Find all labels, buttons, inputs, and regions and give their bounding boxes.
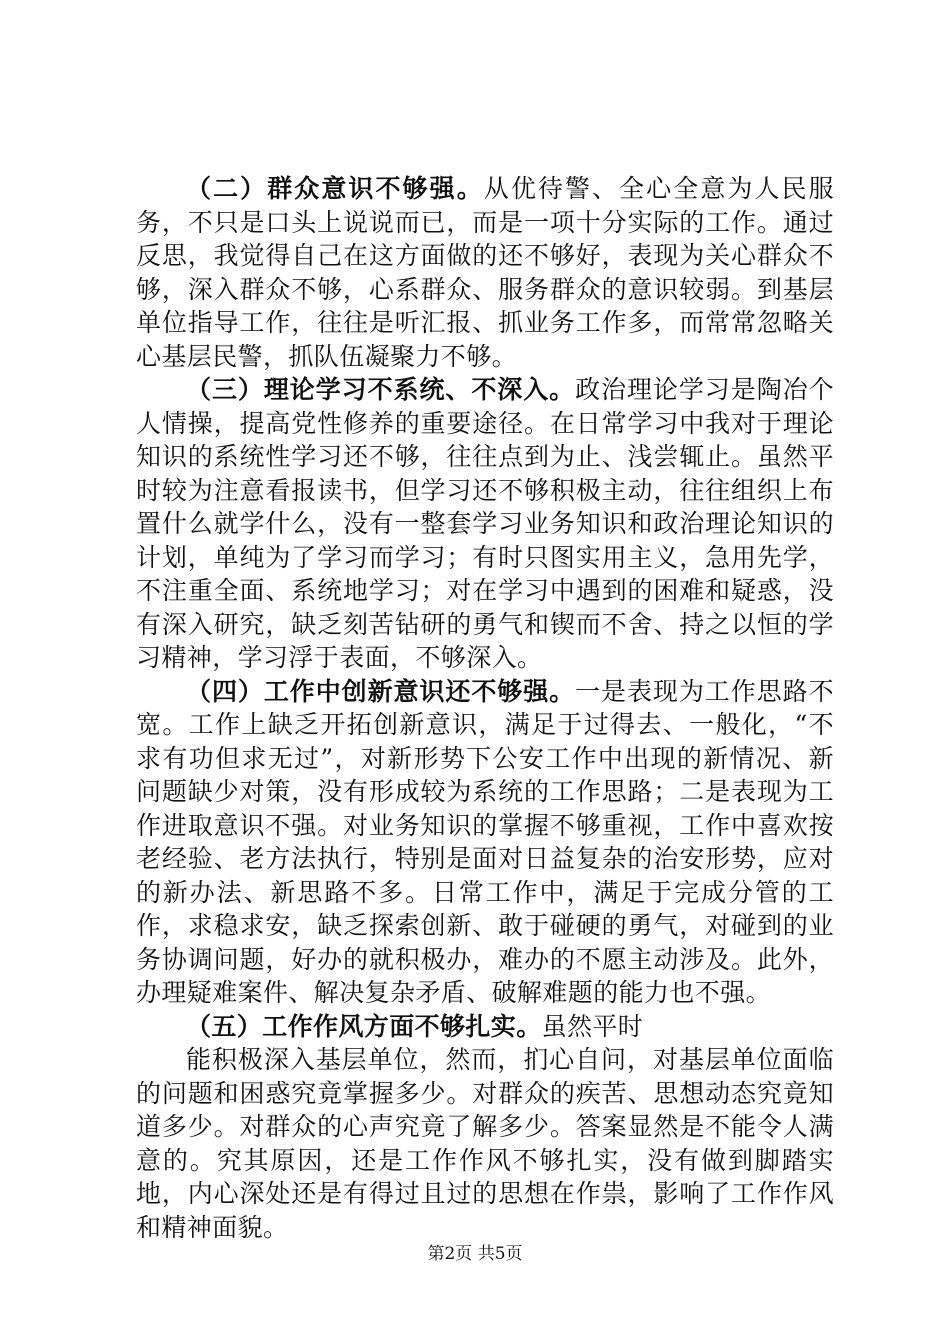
- paragraph-innovation: [136, 675, 834, 1010]
- document-body: [136, 172, 834, 1244]
- paragraph-work-style-continued: [136, 1043, 834, 1244]
- page-number: 第2页 共5页: [427, 1244, 523, 1264]
- paragraph-text: 从优待警、全心全意为人民服务，不只是口头上说说而已，而是一项十分实际的工作。通过反思，我觉得自己在这方面做的还不够好，表现为关心群众不够，深入群众不够，心系群众、服务群众的意识较弱。到基层单位指导工作，往往是听汇报、抓业务工作多，而常常忽略关心基层民警，抓队伍凝聚力不够。: [136, 174, 834, 371]
- paragraph-theory-study: [136, 373, 834, 675]
- paragraph-text: 能积极深入基层单位，然而，扪心自问，对基层单位面临的问题和困惑究竟掌握多少。对群众的疾苦、思想动态究竟知道多少。对群众的心声究竟了解多少。答案显然是不能令人满意的。究其原因，还是工作作风不够扎实，没有做到脚踏实地，内心深处还是有得过且过的思想在作祟，影响了工作作风和精神面貌。: [136, 1045, 834, 1242]
- paragraph-heading: （三）理论学习不系统、不深入。: [186, 375, 576, 404]
- paragraph-work-style: [136, 1010, 834, 1044]
- paragraph-heading: （四）工作中创新意识还不够强。: [186, 676, 576, 706]
- paragraph-text: 政治理论学习是陶冶个人情操，提高党性修养的重要途径。在日常学习中我对于理论知识的系统性学习还不够，往往点到为止、浅尝辄止。虽然平时较为注意看报读书，但学习还不够积极主动，往往组织上布置什么就学什么，没有一整套学习业务知识和政治理论知识的计划，单纯为了学习而学习；有时只图实用主义，急用先学，不注重全面、系统地学习；对在学习中遇到的困难和疑惑，没有深入研究，缺乏刻苦钻研的勇气和锲而不舍、持之以恒的学习精神，学习浮于表面，不够深入。: [136, 375, 834, 672]
- paragraph-heading: （五）工作作风方面不够扎实。: [186, 1011, 542, 1041]
- paragraph-text: 一是表现为工作思路不宽。工作上缺乏开拓创新意识，满足于过得去、一般化，“不求有功但求无过”，对新形势下公安工作中出现的新情况、新问题缺少对策，没有形成较为系统的工作思路；二是表现为工作进取意识不强。对业务知识的掌握不够重视，工作中喜欢按老经验、老方法执行，特别是面对日益复杂的治安形势，应对的新办法、新思路不多。日常工作中，满足于完成分管的工作，求稳求安，缺乏探索创新、敢于碰硬的勇气，对碰到的业务协调问题，好办的就积极办，难办的不愿主动涉及。此外，办理疑难案件、解决复杂矛盾、破解难题的能力也不强。: [136, 676, 834, 1007]
- paragraph-text: 虽然平时: [541, 1011, 644, 1041]
- paragraph-heading: （二）群众意识不够强。: [186, 174, 484, 203]
- paragraph-masses-awareness: [136, 172, 834, 373]
